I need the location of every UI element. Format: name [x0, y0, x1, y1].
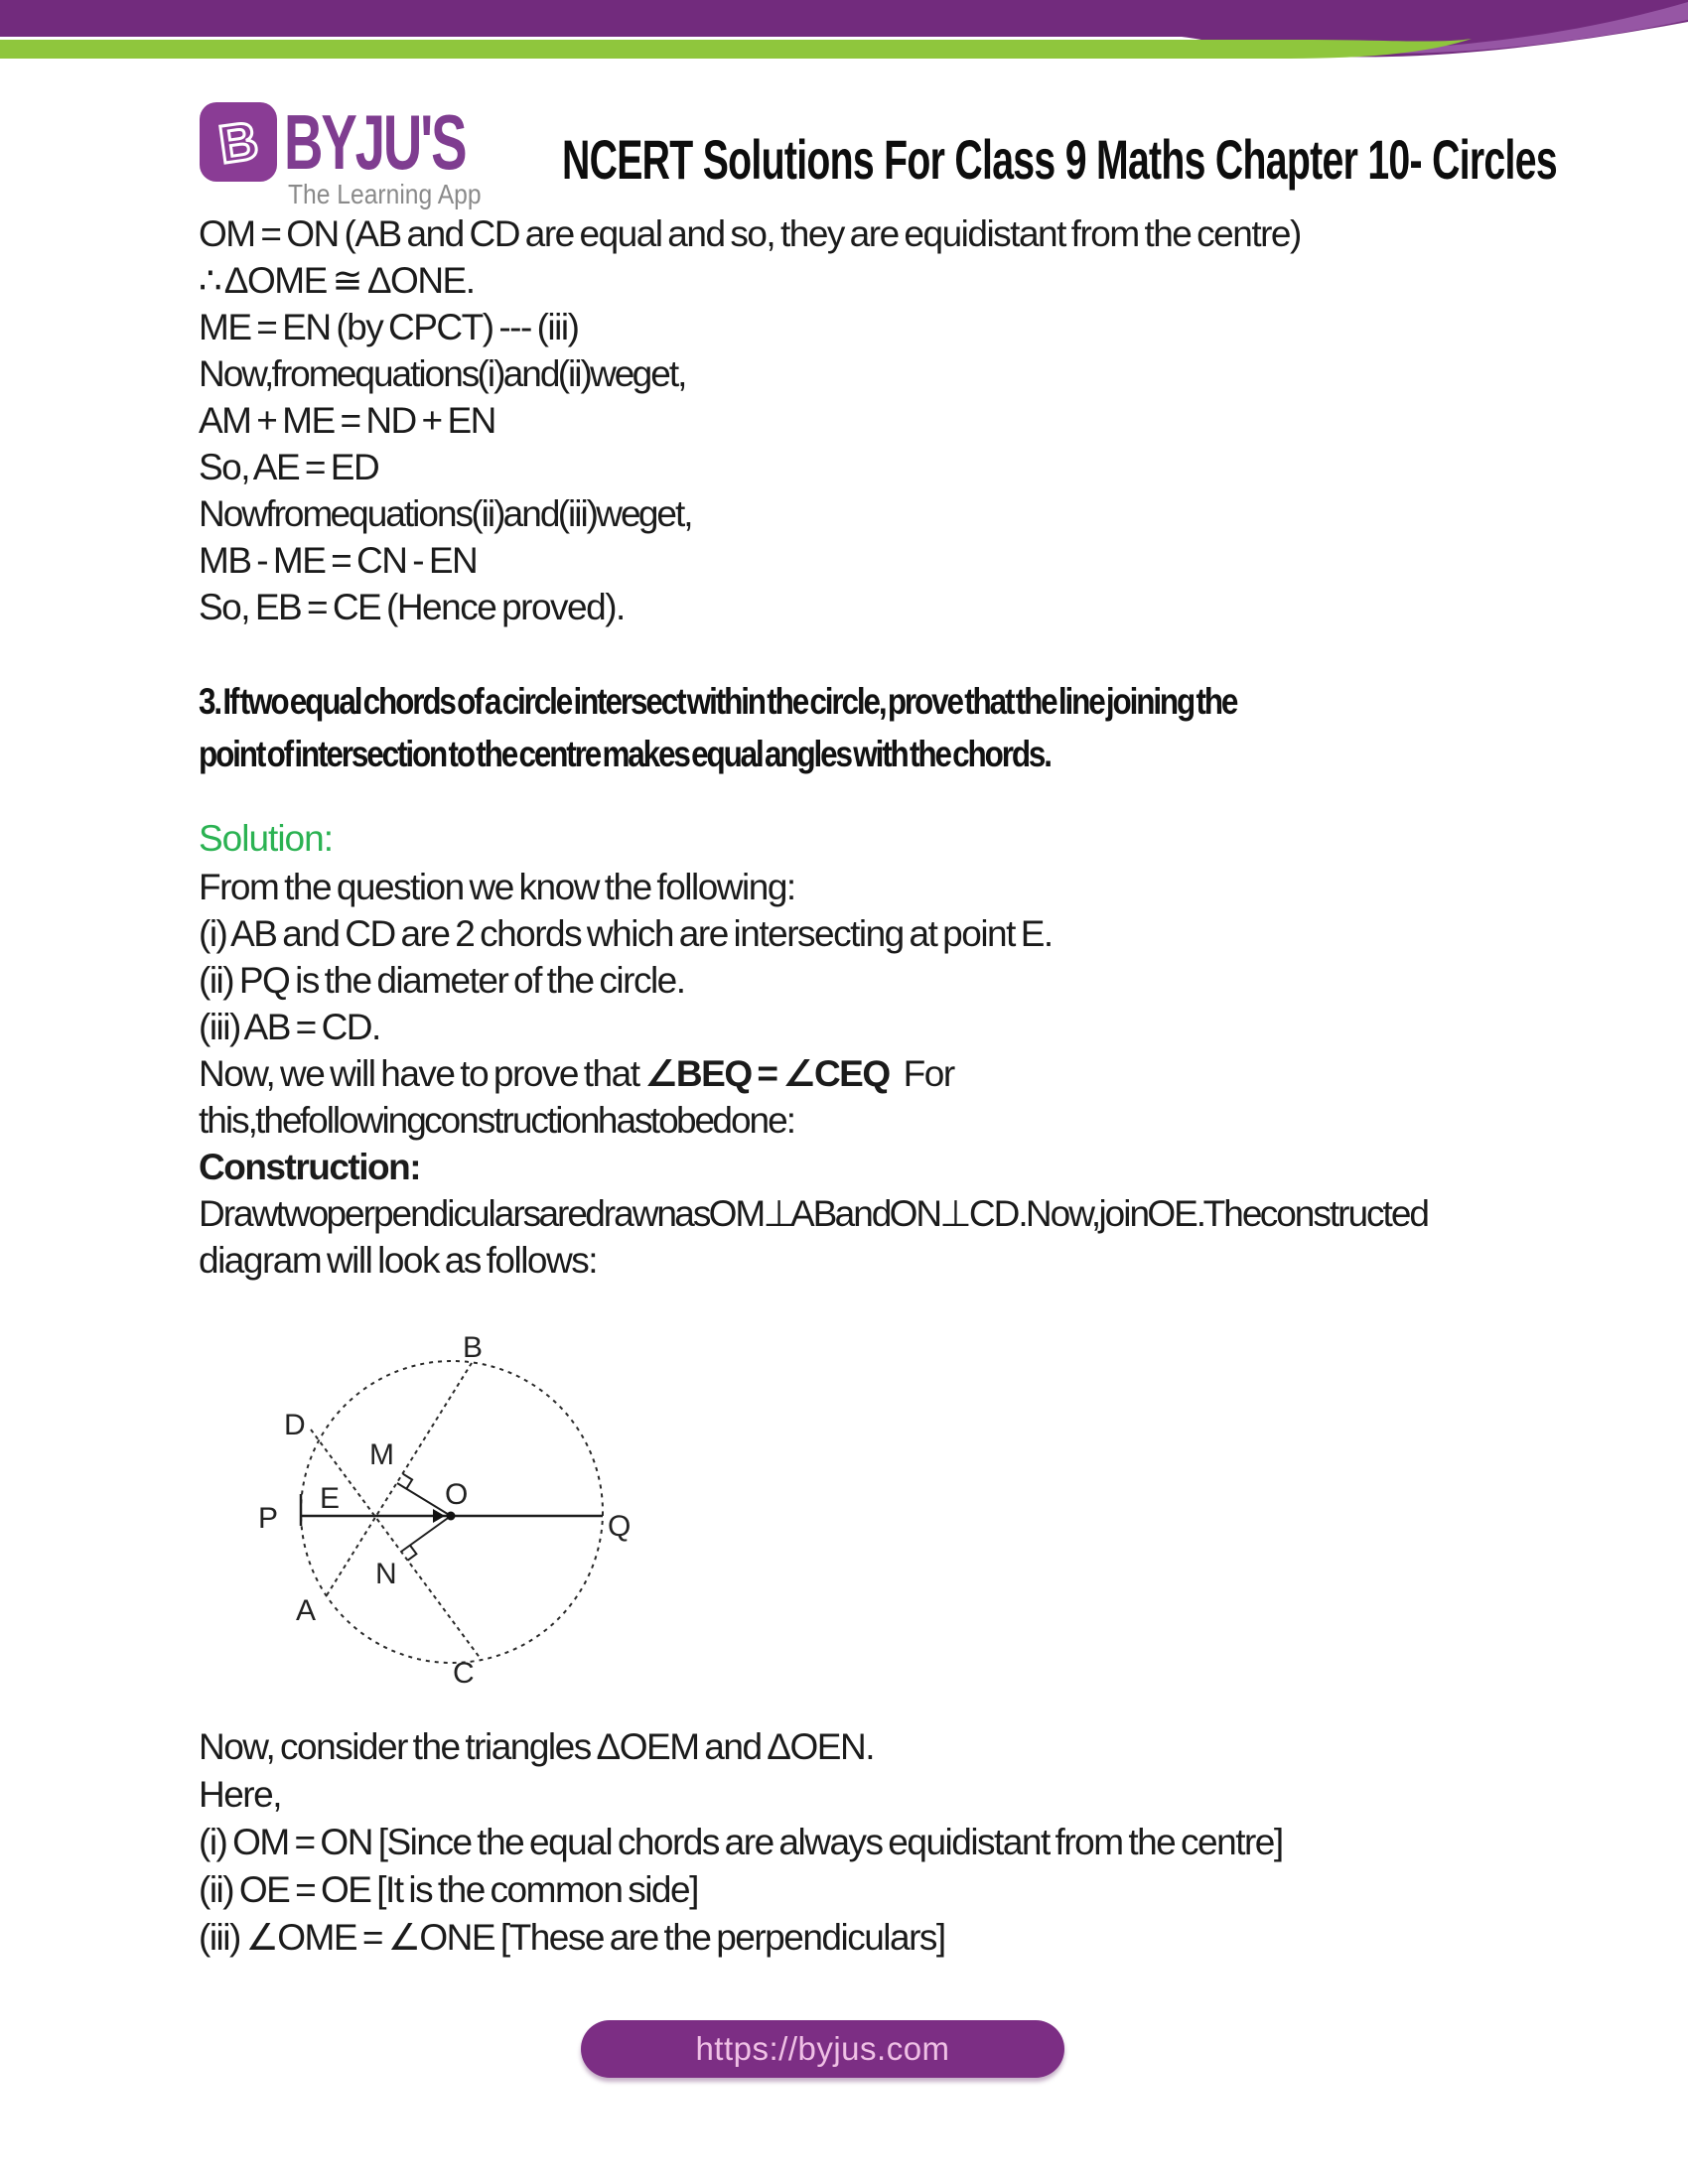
post-diagram-block [199, 1723, 1283, 1962]
proof-line: MB - ME = CN - EN [199, 540, 478, 581]
label-D: D [284, 1409, 306, 1441]
label-C: C [453, 1657, 475, 1690]
chord-DC [311, 1430, 481, 1659]
question-text [199, 675, 1236, 780]
label-P: P [258, 1502, 279, 1535]
byjus-url-button[interactable]: https://byjus.com [581, 2020, 1064, 2078]
label-B: B [463, 1331, 484, 1364]
prove-suffix: For [903, 1053, 954, 1094]
solution-label: Solution: [199, 818, 333, 859]
proof-line: So, AE = ED [199, 447, 379, 487]
proof-line: ME = EN (by CPCT) --- (iii) [199, 307, 579, 347]
brand-tagline: The Learning App [288, 179, 482, 209]
construction-label: Construction: [199, 1147, 421, 1187]
prove-statement: ∠BEQ = ∠CEQ [644, 1053, 890, 1094]
question-line: point of intersection to the centre makes equal angles with the chords. [199, 734, 1051, 774]
question-line: 3. If two equal chords of a circle intersect within the circle, prove that the line joining the [199, 681, 1237, 722]
proof-line: ∴ ΔOME ≅ ΔONE. [199, 260, 475, 301]
proof-line: Now from equations (ii) and (iii) we get, [199, 493, 692, 534]
post-line: (i) OM = ON [Since the equal chords are always equidistant from the centre] [199, 1822, 1283, 1862]
prove-line-2: this, the following construction has to be done: [199, 1100, 794, 1141]
green-band [0, 39, 1472, 59]
label-N: N [375, 1558, 397, 1590]
proof-line: OM = ON (AB and CD are equal and so, they are equidistant from the centre) [199, 213, 1301, 254]
post-line: (ii) OE = OE [It is the common side] [199, 1869, 698, 1910]
post-line: Now, consider the triangles ΔOEM and ΔOEN. [199, 1726, 874, 1767]
logo-letter: B [214, 110, 262, 176]
byjus-logo-icon [199, 101, 278, 183]
centre-dot-O [447, 1512, 456, 1521]
circle-diagram [248, 1325, 675, 1712]
label-O: O [445, 1478, 469, 1511]
proof-line: So, EB = CE (Hence proved). [199, 587, 625, 627]
solution-intro: From the question we know the following: [199, 867, 795, 907]
post-line: Here, [199, 1774, 281, 1815]
solution-item: (i) AB and CD are 2 chords which are intersecting at point E. [199, 913, 1053, 954]
perpendicular-OM [397, 1483, 451, 1516]
label-E: E [320, 1482, 341, 1515]
brand-wordmark: BYJU'S [284, 98, 466, 186]
label-A: A [296, 1594, 317, 1627]
prove-prefix: Now, we will have to prove that [199, 1053, 645, 1094]
proof-block [199, 210, 1301, 630]
construction-line: diagram will look as follows: [199, 1240, 598, 1281]
construction-line: Draw two perpendiculars are drawn as OM ⊥ AB and ON ⊥ CD. Now, join OE. The constructed [199, 1193, 1428, 1234]
label-Q: Q [608, 1510, 632, 1543]
proof-line: AM + ME = ND + EN [199, 400, 495, 441]
solution-item: (iii) AB = CD. [199, 1007, 380, 1047]
right-angle-mark-N [408, 1546, 417, 1561]
label-M: M [369, 1438, 394, 1471]
perpendicular-ON [401, 1516, 451, 1552]
solution-block [199, 864, 1428, 1284]
post-line: (iii) ∠OME = ∠ONE [These are the perpendiculars] [199, 1917, 945, 1958]
solution-item: (ii) PQ is the diameter of the circle. [199, 960, 685, 1001]
purple-band [0, 0, 1187, 37]
proof-line: Now, from equations (i) and (ii) we get, [199, 353, 686, 394]
prove-line [199, 1050, 1428, 1097]
header-ribbon [0, 0, 1688, 94]
page-title: NCERT Solutions For Class 9 Maths Chapter 10- Circles [562, 128, 1557, 191]
